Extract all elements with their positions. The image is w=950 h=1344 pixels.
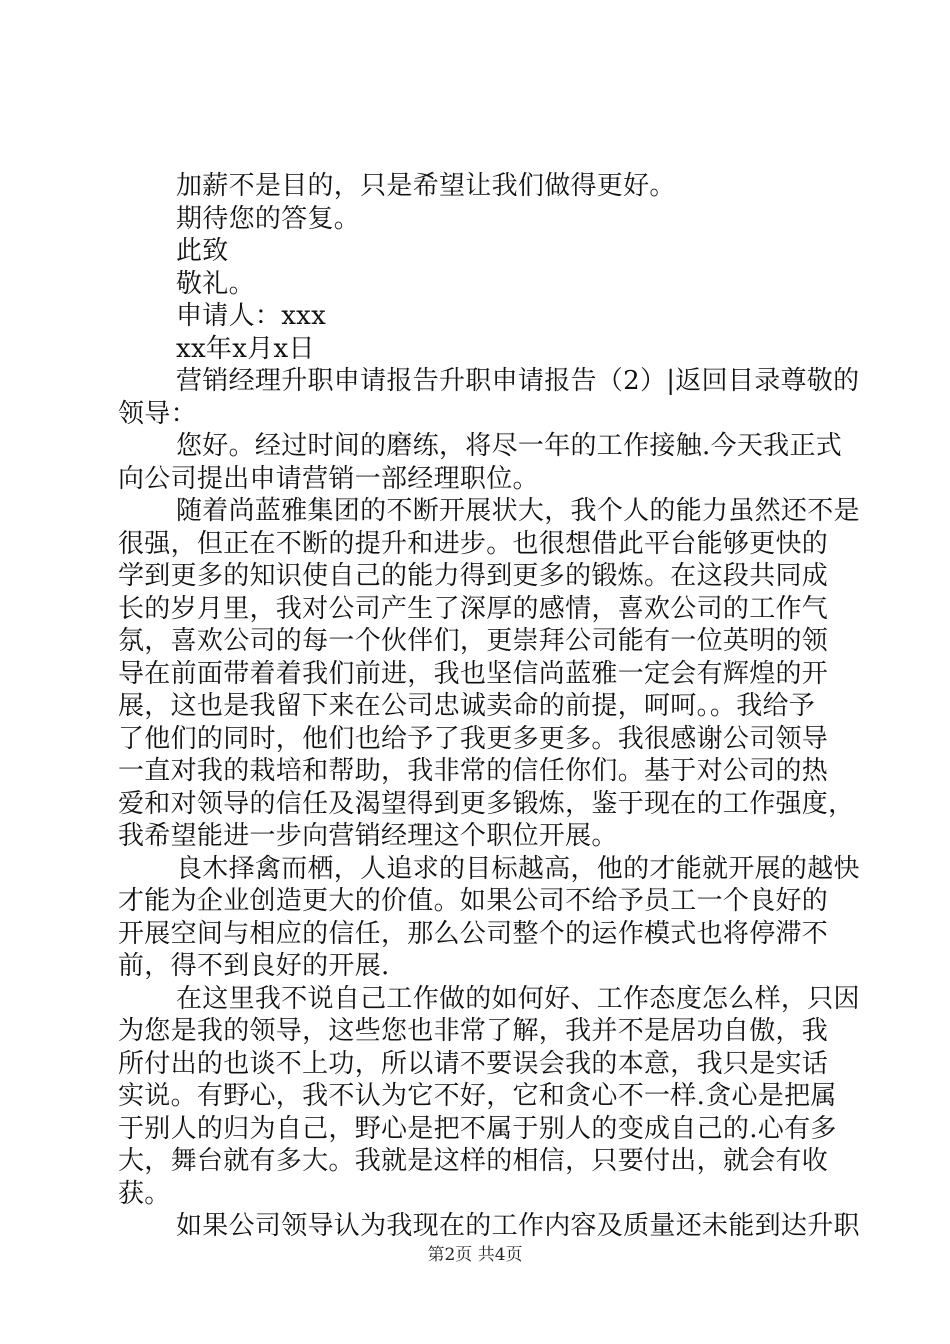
text-line: 展，这也是我留下来在公司忠诚卖命的前提，呵呵。。我给予	[118, 691, 816, 721]
page-number: 第2页 共4页	[427, 1245, 523, 1265]
text-line: 前，得不到良好的开展.	[118, 951, 390, 981]
paragraph-start-line: 如果公司领导认为我现在的工作内容及质量还未能到达升职	[176, 1211, 860, 1241]
text-line: 了他们的同时，他们也给予了我更多更多。我很感谢公司领导	[118, 723, 829, 754]
paragraph-start-line: 随着尚蓝雅集团的不断开展状大，我个人的能力虽然还不是	[176, 496, 860, 526]
text-line: xx年x月x日	[176, 333, 315, 364]
paragraph-start-line: 良木择禽而栖，人追求的目标越高，他的才能就开展的越快	[176, 853, 860, 884]
text-line: 长的岁月里，我对公司产生了深厚的感情，喜欢公司的工作气	[118, 593, 829, 624]
text-line: 爱和对领导的信任及渴望得到更多锻炼，鉴于现在的工作强度，	[118, 788, 855, 819]
text-line: 氛，喜欢公司的每一个伙伴们，更崇拜公司能有一位英明的领	[118, 626, 829, 656]
text-line: 敬礼。	[176, 268, 255, 299]
text-line: 所付出的也谈不上功，所以请不要误会我的本意，我只是实话	[118, 1048, 829, 1079]
section-heading-line: 营销经理升职申请报告升职申请报告（2）|返回目录尊敬的	[176, 366, 860, 396]
text-line: 导在前面带着着我们前进，我也坚信尚蓝雅一定会有辉煌的开	[118, 658, 829, 689]
text-line: 获。	[118, 1178, 171, 1209]
text-line: 我希望能进一步向营销经理这个职位开展。	[118, 821, 618, 851]
text-line: 期待您的答复。	[176, 203, 361, 234]
text-line: 很强，但正在不断的提升和进步。也很想借此平台能够更快的	[118, 528, 829, 559]
text-line: 实说。有野心，我不认为它不好，它和贪心不一样.贪心是把属	[118, 1081, 837, 1111]
text-line: 一直对我的栽培和帮助，我非常的信任你们。基于对公司的热	[118, 756, 829, 786]
text-line: 学到更多的知识使自己的能力得到更多的锻炼。在这段共同成	[118, 561, 829, 591]
text-line: 加薪不是目的，只是希望让我们做得更好。	[176, 171, 676, 201]
document-body	[118, 170, 860, 1243]
text-line: 才能为企业创造更大的价值。如果公司不给予员工一个良好的	[118, 886, 829, 916]
paragraph-start-line: 在这里我不说自己工作做的如何好、工作态度怎么样，只因	[176, 983, 860, 1014]
page-footer	[0, 1244, 950, 1266]
text-line: 申请人：xxx	[176, 301, 327, 331]
text-line: 于别人的归为自己，野心是把不属于别人的变成自己的.心有多	[118, 1113, 837, 1144]
text-line: 此致	[176, 236, 229, 266]
text-line: 领导：	[118, 398, 197, 429]
text-line: 向公司提出申请营销一部经理职位。	[118, 463, 539, 494]
text-line: 为您是我的领导，这些您也非常了解，我并不是居功自傲，我	[118, 1016, 829, 1046]
text-line: 大，舞台就有多大。我就是这样的相信，只要付出，就会有收	[118, 1146, 829, 1176]
paragraph-start-line: 您好。经过时间的磨练，将尽一年的工作接触.今天我正式	[176, 431, 843, 461]
text-line: 开展空间与相应的信任，那么公司整个的运作模式也将停滞不	[118, 918, 829, 949]
